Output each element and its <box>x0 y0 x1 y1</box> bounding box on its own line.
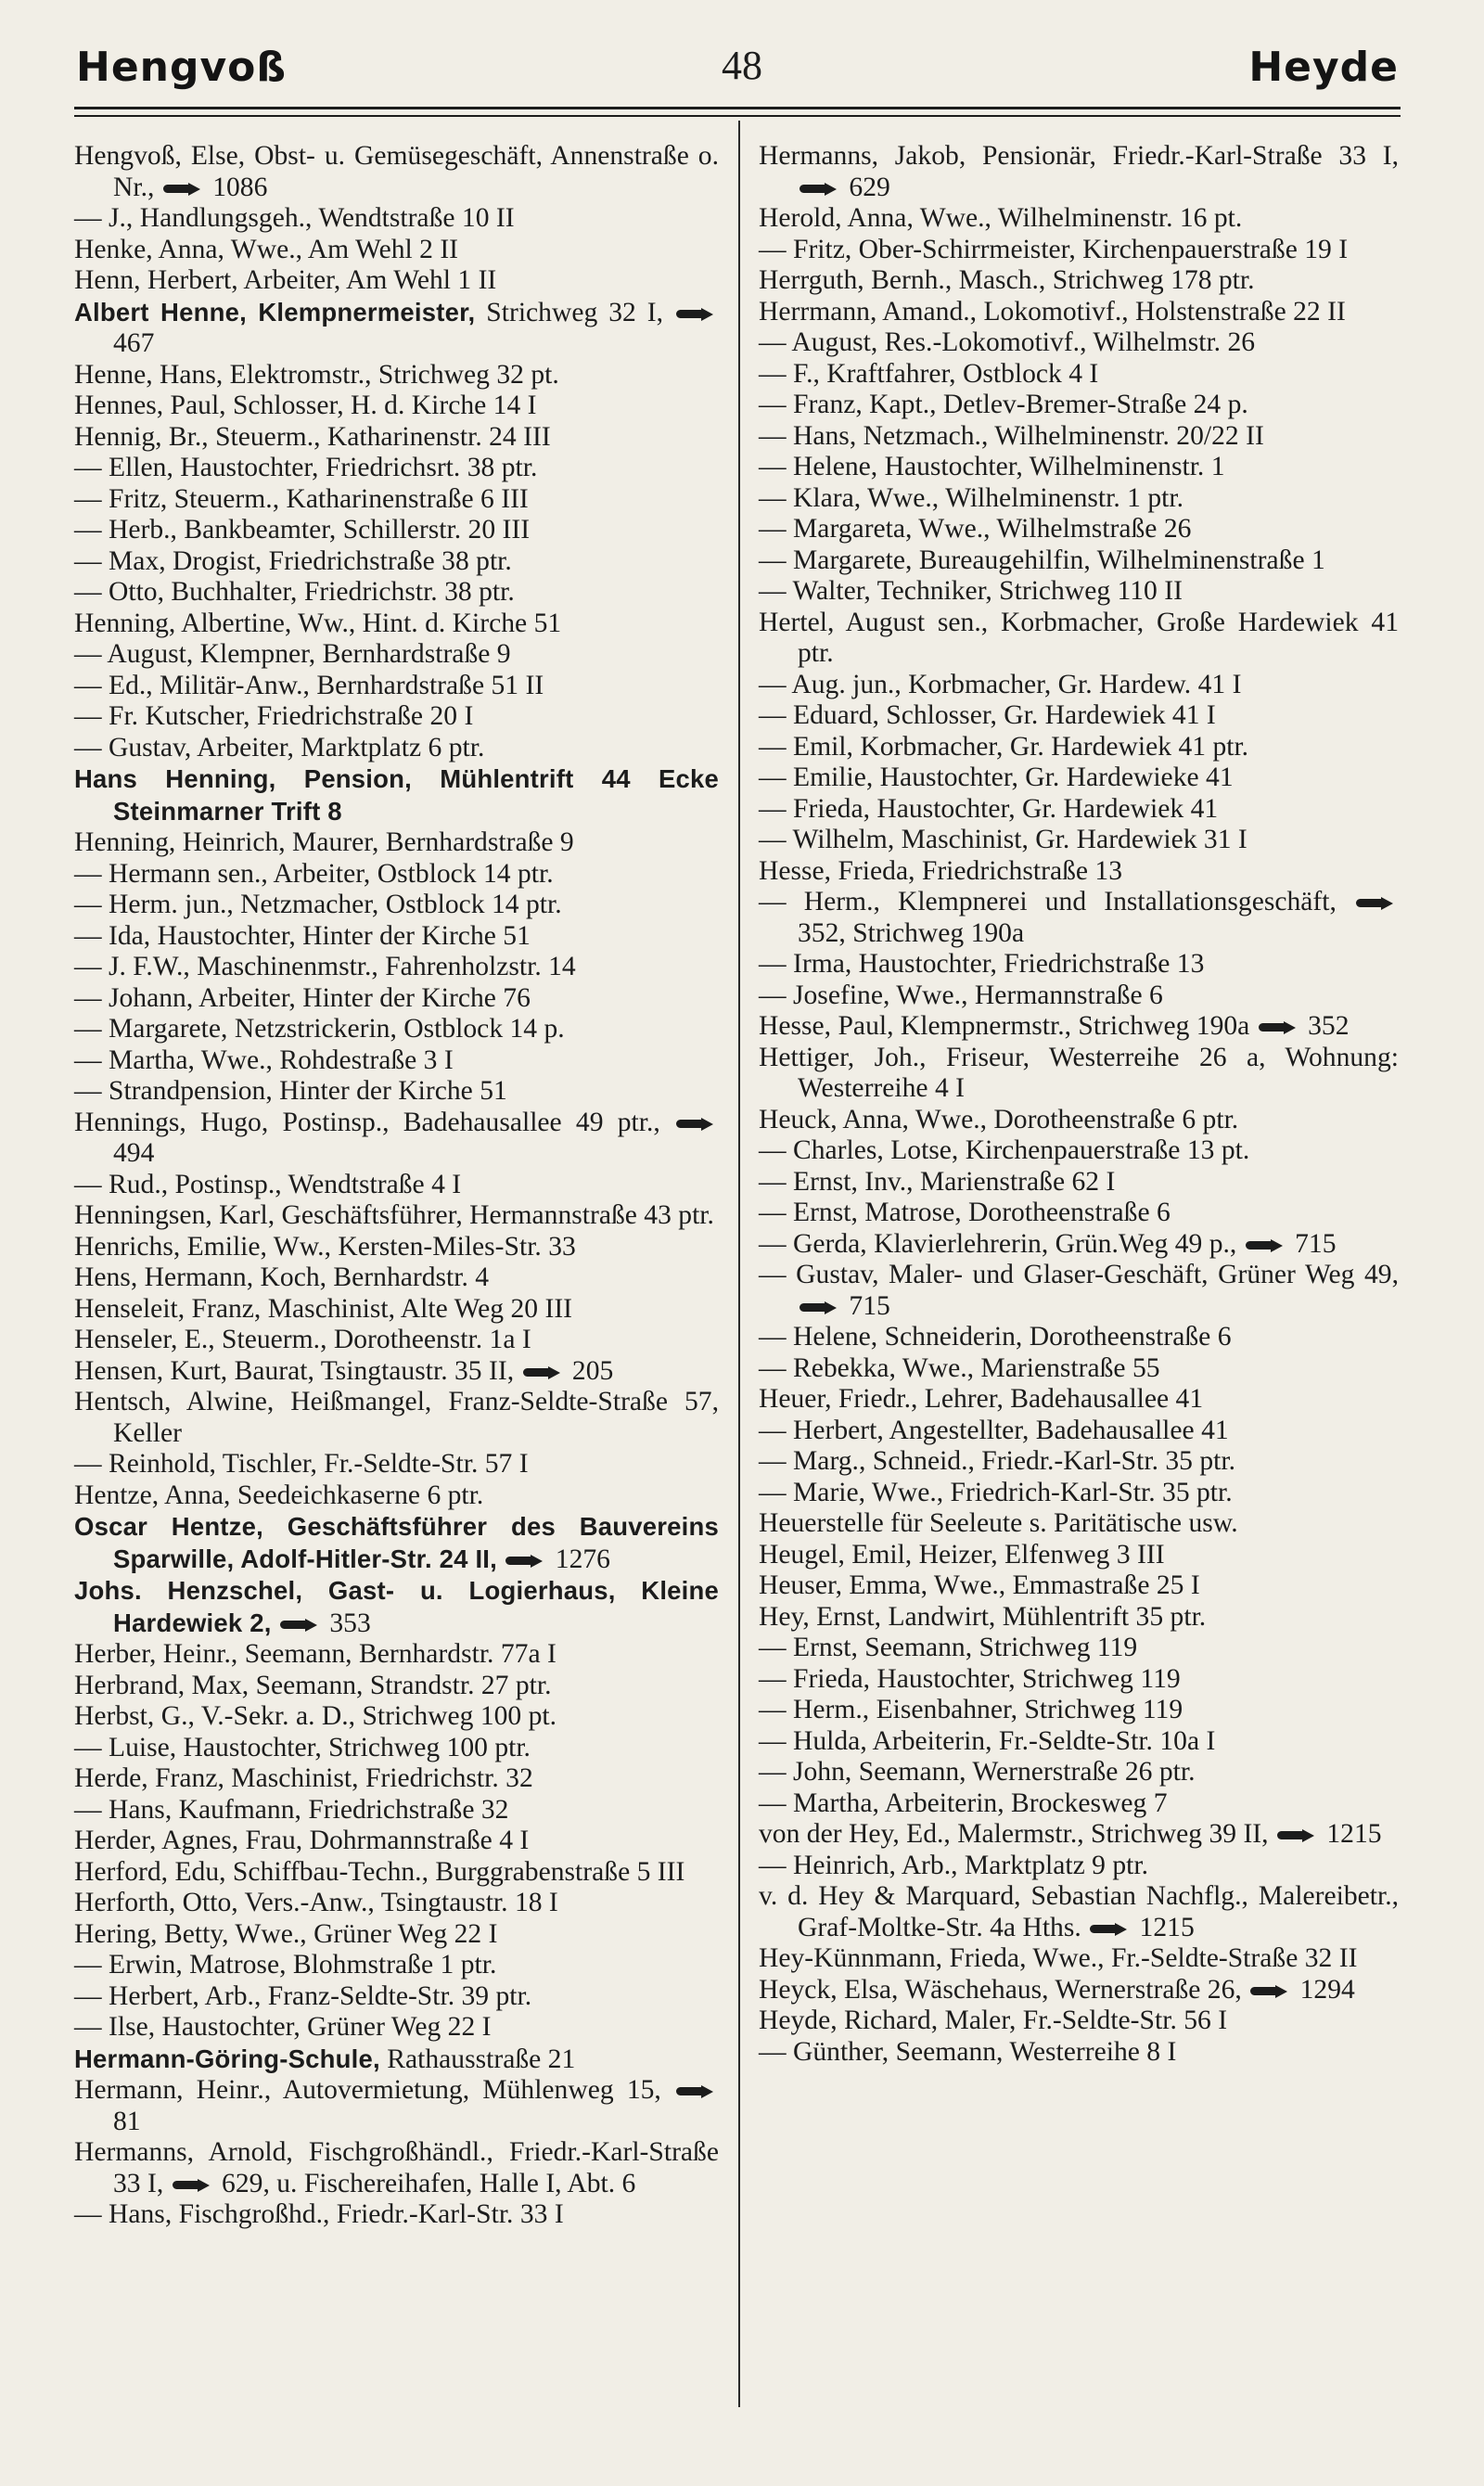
entry-text: — Herm., Eisenbahner, Strichweg 119 <box>759 1695 1183 1724</box>
entry-text: Henrichs, Emilie, Ww., Kersten-Miles-Str. 33 <box>74 1231 576 1262</box>
entry-text: — Margareta, Wwe., Wilhelmstraße 26 <box>759 514 1192 544</box>
entry-text: — Ellen, Haustochter, Friedrichsrt. 38 ptr. <box>74 453 538 482</box>
entry-text: Henseler, E., Steuerm., Dorotheenstr. 1a I <box>74 1325 531 1354</box>
entry-text: — Otto, Buchhalter, Friedrichstr. 38 ptr. <box>74 577 515 607</box>
directory-entry <box>74 1733 719 1764</box>
entry-text <box>272 1608 278 1638</box>
entry-text: 353 <box>322 1608 371 1638</box>
directory-entry <box>74 1108 719 1170</box>
directory-entry <box>74 1480 719 1512</box>
directory-entry <box>759 1695 1399 1726</box>
directory-entry <box>74 1639 719 1671</box>
directory-entry <box>759 452 1399 483</box>
directory-entry <box>759 297 1399 328</box>
entry-text: Hermann, Heinr., Autovermietung, Mühlenweg 15, <box>74 2075 674 2105</box>
entry-text: Hens, Hermann, Koch, Bernhardstr. 4 <box>74 1262 490 1292</box>
directory-entry <box>74 546 719 578</box>
directory-entry <box>74 1262 719 1294</box>
directory-entry <box>759 1664 1399 1696</box>
directory-entry <box>759 1384 1399 1416</box>
directory-entry <box>74 1950 719 1981</box>
directory-entry <box>759 1446 1399 1478</box>
directory-entry <box>759 1851 1399 1882</box>
entry-text: Heuerstelle für Seeleute s. Paritätische usw. <box>759 1508 1238 1538</box>
entry-text: — Strandpension, Hinter der Kirche 51 <box>74 1076 507 1106</box>
entry-text: 467 <box>113 328 155 358</box>
directory-entry <box>74 2199 719 2231</box>
entry-text: — Herm., Klempnerei und Installationsgeschäft, <box>759 887 1354 916</box>
directory-entry <box>74 1076 719 1108</box>
entry-text: — Herbert, Arb., Franz-Seldte-Str. 39 ptr. <box>74 1980 532 2011</box>
telephone-icon <box>280 1618 317 1631</box>
directory-entry <box>759 390 1399 421</box>
directory-entry <box>759 825 1399 856</box>
directory-entry <box>74 2137 719 2199</box>
entry-text: Heuser, Emma, Wwe., Emmastraße 25 I <box>759 1570 1200 1600</box>
directory-entry <box>759 1540 1399 1571</box>
directory-entry <box>74 952 719 983</box>
directory-entry <box>74 639 719 671</box>
directory-entry <box>759 1043 1399 1105</box>
directory-entry <box>759 1881 1399 1943</box>
directory-entry <box>74 2075 719 2137</box>
directory-entry <box>74 235 719 266</box>
entry-text: — August, Klempner, Bernhardstraße 9 <box>74 639 511 669</box>
directory-entry <box>74 1014 719 1045</box>
entry-text: — Marg., Schneid., Friedr.-Karl-Str. 35 ptr. <box>759 1446 1236 1476</box>
entry-text: Herbrand, Max, Seemann, Strandstr. 27 ptr. <box>74 1670 552 1700</box>
telephone-icon <box>505 1554 543 1567</box>
entry-text: — Hans, Fischgroßhd., Friedr.-Karl-Str. 33 I <box>74 2199 564 2229</box>
entry-text <box>497 1544 504 1574</box>
directory-entry <box>74 701 719 733</box>
entry-text: — Max, Drogist, Friedrichstraße 38 ptr. <box>74 545 512 576</box>
directory-entry <box>74 763 719 827</box>
entry-text: — Franz, Kapt., Detlev-Bremer-Straße 24 p. <box>759 390 1248 419</box>
left-column <box>74 141 719 2231</box>
entry-text: Herber, Heinr., Seemann, Bernhardstr. 77a I <box>74 1639 556 1669</box>
telephone-icon <box>800 182 837 195</box>
entry-text: — August, Res.-Lokomotivf., Wilhelmstr. 26 <box>759 327 1256 357</box>
directory-entry <box>74 422 719 454</box>
telephone-icon <box>173 2178 210 2191</box>
telephone-icon <box>1356 896 1393 909</box>
directory-entry <box>759 1508 1399 1540</box>
directory-entry <box>759 1570 1399 1602</box>
entry-text: 352 <box>1300 1011 1350 1041</box>
highlighted-entry-name: Hans Henning, Pension, Mühlentrift 44 Ecke Steinmarner Trift 8 <box>74 764 719 826</box>
directory-entry <box>74 360 719 391</box>
entry-text: Herbst, G., V.-Sekr. a. D., Strichweg 100 pt. <box>74 1701 557 1731</box>
entry-text: — Gerda, Klavierlehrerin, Grün.Weg 49 p., <box>759 1228 1244 1259</box>
entry-text: Hesse, Frieda, Friedrichstraße 13 <box>759 855 1123 886</box>
entry-text: 629, u. Fischereihafen, Halle I, Abt. 6 <box>214 2168 636 2198</box>
entry-text: — Hans, Netzmach., Wilhelminenstr. 20/22 II <box>759 420 1264 451</box>
directory-entry <box>759 545 1399 577</box>
entry-text: — Rebekka, Wwe., Marienstraße 55 <box>759 1352 1160 1383</box>
directory-entry <box>74 2012 719 2044</box>
directory-entry <box>759 1975 1399 2006</box>
header-rule-thick <box>74 107 1401 109</box>
directory-entry <box>74 1325 719 1356</box>
directory-entry <box>74 1981 719 2013</box>
entry-text: — Reinhold, Tischler, Fr.-Seldte-Str. 57 I <box>74 1449 529 1479</box>
entry-text: Heyck, Elsa, Wäschehaus, Wernerstraße 26, <box>759 1974 1249 2005</box>
directory-entry <box>759 2037 1399 2069</box>
entry-text: — Johann, Arbeiter, Hinter der Kirche 76 <box>74 982 531 1013</box>
directory-entry <box>759 514 1399 545</box>
entry-text: Hermanns, Jakob, Pensionär, Friedr.-Karl-Straße 33 I, <box>759 141 1399 171</box>
directory-entry <box>74 983 719 1015</box>
directory-entry <box>74 859 719 891</box>
directory-entry <box>759 421 1399 453</box>
entry-text: — Emilie, Haustochter, Gr. Hardewieke 41 <box>759 762 1234 792</box>
entry-text: Herold, Anna, Wwe., Wilhelminenstr. 16 pt. <box>759 203 1243 233</box>
entry-text: 1215 <box>1319 1819 1382 1849</box>
directory-entry <box>759 1229 1399 1261</box>
entry-text: Hengvoß, Else, Obst- u. Gemüsegeschäft, Annenstraße o. Nr., <box>74 141 719 202</box>
directory-entry <box>74 890 719 921</box>
entry-text: — Emil, Korbmacher, Gr. Hardewiek 41 ptr. <box>759 731 1249 762</box>
header-first-entry: Hengvoß <box>76 44 288 91</box>
directory-entry <box>759 700 1399 732</box>
entry-text: — Frieda, Haustochter, Strichweg 119 <box>759 1663 1181 1694</box>
entry-text: Henke, Anna, Wwe., Am Wehl 2 II <box>74 234 459 264</box>
entry-text: — Fritz, Steuerm., Katharinenstraße 6 III <box>74 483 529 514</box>
directory-entry <box>759 235 1399 266</box>
entry-text: — Ida, Haustochter, Hinter der Kirche 51 <box>74 920 531 951</box>
directory-entry <box>74 1294 719 1326</box>
entry-text: Henne, Hans, Elektromstr., Strichweg 32 pt. <box>74 359 559 390</box>
directory-entry <box>759 1788 1399 1820</box>
entry-text: 1294 <box>1293 1974 1355 2005</box>
entry-text: — Fritz, Ober-Schirrmeister, Kirchenpauerstraße 19 I <box>759 234 1349 264</box>
entry-text: 715 <box>1287 1228 1337 1259</box>
entry-text: Heuer, Friedr., Lehrer, Badehausallee 41 <box>759 1384 1204 1414</box>
directory-entry <box>759 1819 1399 1851</box>
directory-entry <box>759 1633 1399 1664</box>
directory-entry <box>759 1416 1399 1447</box>
entry-text: — John, Seemann, Wernerstraße 26 ptr. <box>759 1757 1196 1787</box>
entry-text: Henning, Heinrich, Maurer, Bernhardstraße 9 <box>74 827 574 857</box>
directory-entry <box>759 762 1399 794</box>
entry-text: Hennings, Hugo, Postinsp., Badehausallee 49 ptr., <box>74 1107 674 1137</box>
entry-text: — Herm. jun., Netzmacher, Ostblock 14 ptr. <box>74 890 562 919</box>
entry-text: Hennes, Paul, Schlosser, H. d. Kirche 14 I <box>74 391 537 420</box>
directory-entry <box>759 732 1399 763</box>
directory-entry <box>759 1135 1399 1167</box>
entry-text: — Gustav, Arbeiter, Marktplatz 6 ptr. <box>74 732 485 762</box>
telephone-icon <box>676 1117 713 1130</box>
directory-entry <box>74 577 719 609</box>
entry-text: Hensen, Kurt, Baurat, Tsingtaustr. 35 II, <box>74 1355 521 1386</box>
entry-text: — Erwin, Matrose, Blohmstraße 1 ptr. <box>74 1950 497 1980</box>
telephone-icon <box>163 182 200 195</box>
directory-entry <box>74 1387 719 1449</box>
telephone-icon <box>676 307 713 320</box>
entry-text: Rathausstraße 21 <box>379 2044 576 2074</box>
entry-text: v. d. Hey & Marquard, Sebastian Nachflg., Malereibetr., Graf-Moltke-Str. 4a Hths. <box>759 1881 1399 1942</box>
entry-text: — Ed., Militär-Anw., Bernhardstraße 51 II <box>74 670 544 700</box>
entry-text: Hesse, Paul, Klempnermstr., Strichweg 190a <box>759 1011 1257 1041</box>
entry-text: — Heinrich, Arb., Marktplatz 9 ptr. <box>759 1850 1148 1880</box>
directory-entry <box>74 1888 719 1919</box>
entry-text: — Hans, Kaufmann, Friedrichstraße 32 <box>74 1794 509 1825</box>
entry-text: Herrguth, Bernh., Masch., Strichweg 178 ptr. <box>759 265 1255 295</box>
entry-text: Henningsen, Karl, Geschäftsführer, Hermannstraße 43 ptr. <box>74 1200 714 1230</box>
directory-entry <box>759 1602 1399 1634</box>
entry-text: Heuck, Anna, Wwe., Dorotheenstraße 6 ptr. <box>759 1104 1239 1134</box>
highlighted-entry-name: Albert Henne, Klempnermeister, <box>74 297 476 327</box>
highlighted-entry-name: Johs. Henzschel, Gast- u. Logierhaus, Kleine Hardewiek 2, <box>74 1576 719 1637</box>
directory-entry <box>759 1353 1399 1385</box>
entry-text: — Martha, Arbeiterin, Brockesweg 7 <box>759 1788 1168 1818</box>
entry-text: — Herbert, Angestellter, Badehausallee 41 <box>759 1415 1229 1445</box>
entry-text: Herrmann, Amand., Lokomotivf., Holstenstraße 22 II <box>759 296 1346 327</box>
entry-text: Heugel, Emil, Heizer, Elfenweg 3 III <box>759 1539 1165 1570</box>
directory-entry <box>74 1826 719 1857</box>
entry-text: — Ernst, Seemann, Strichweg 119 <box>759 1633 1138 1662</box>
directory-entry <box>74 1449 719 1480</box>
entry-text: — Luise, Haustochter, Strichweg 100 ptr. <box>74 1732 531 1762</box>
directory-entry <box>74 1200 719 1232</box>
entry-text: — Josefine, Wwe., Hermannstraße 6 <box>759 980 1163 1010</box>
directory-entry <box>74 515 719 546</box>
telephone-icon <box>800 1301 837 1313</box>
directory-entry <box>74 1919 719 1951</box>
entry-text: — Hermann sen., Arbeiter, Ostblock 14 ptr. <box>74 858 554 889</box>
directory-entry <box>74 1045 719 1077</box>
entry-text: — Klara, Wwe., Wilhelminenstr. 1 ptr. <box>759 482 1183 513</box>
entry-text: — Eduard, Schlosser, Gr. Hardewiek 41 I <box>759 700 1216 730</box>
directory-entry <box>759 949 1399 980</box>
entry-text: — Margarete, Netzstrickerin, Ostblock 14 p. <box>74 1014 565 1044</box>
directory-entry <box>759 576 1399 608</box>
entry-text: 629 <box>842 172 890 202</box>
telephone-icon <box>1090 1922 1127 1935</box>
entry-text: — Gustav, Maler- und Glaser-Geschäft, Grüner Weg 49, <box>759 1260 1399 1289</box>
directory-entry <box>74 1356 719 1388</box>
entry-text: Hertel, August sen., Korbmacher, Große Hardewiek 41 ptr. <box>759 607 1399 668</box>
entry-text: — Helene, Schneiderin, Dorotheenstraße 6 <box>759 1322 1232 1352</box>
entry-text: Hermanns, Arnold, Fischgroßhändl., Friedr.-Karl-Straße 33 I, <box>74 2137 719 2198</box>
entry-text: — Rud., Postinsp., Wendtstraße 4 I <box>74 1169 462 1199</box>
telephone-icon <box>676 2084 713 2097</box>
telephone-icon <box>1250 1984 1287 1997</box>
entry-text: — F., Kraftfahrer, Ostblock 4 I <box>759 358 1099 389</box>
directory-entry <box>759 1105 1399 1136</box>
entry-text: Hey-Künnmann, Frieda, Wwe., Fr.-Seldte-Straße 32 II <box>759 1943 1358 1973</box>
entry-text: — Herb., Bankbeamter, Schillerstr. 20 III <box>74 515 531 545</box>
directory-entry <box>74 1170 719 1201</box>
directory-entry <box>74 1857 719 1889</box>
highlighted-entry-name: Oscar Hentze, Geschäftsführer des Bauvereins Sparwille, Adolf-Hitler-Str. 24 II, <box>74 1512 719 1573</box>
entry-text: 205 <box>565 1355 614 1386</box>
directory-entry <box>759 980 1399 1012</box>
entry-text: Herforth, Otto, Vers.-Anw., Tsingtaustr. 18 I <box>74 1888 558 1917</box>
directory-entry <box>74 391 719 422</box>
entry-text: Herde, Franz, Maschinist, Friedrichstr. 32 <box>74 1763 533 1793</box>
entry-text: Hentze, Anna, Seedeichkaserne 6 ptr. <box>74 1480 484 1510</box>
entry-text: Herder, Agnes, Frau, Dohrmannstraße 4 I <box>74 1826 530 1855</box>
directory-entry <box>759 794 1399 826</box>
directory-entry <box>759 1478 1399 1509</box>
highlighted-entry-name: Hermann-Göring-Schule, <box>74 2044 380 2073</box>
directory-entry <box>74 203 719 235</box>
directory-entry <box>759 265 1399 297</box>
directory-entry <box>759 1943 1399 1975</box>
entry-text: Hennig, Br., Steuerm., Katharinenstr. 24 III <box>74 421 551 452</box>
directory-entry <box>759 203 1399 235</box>
directory-entry <box>759 1757 1399 1788</box>
directory-entry <box>759 1011 1399 1043</box>
entry-text: 494 <box>113 1138 155 1168</box>
entry-text: — Wilhelm, Maschinist, Gr. Hardewiek 31 I <box>759 825 1247 854</box>
entry-text: Hering, Betty, Wwe., Grüner Weg 22 I <box>74 1918 498 1949</box>
directory-entry <box>74 921 719 953</box>
directory-entry <box>74 1232 719 1263</box>
directory-entry <box>74 1701 719 1733</box>
directory-entry <box>74 827 719 859</box>
directory-entry <box>759 359 1399 391</box>
entry-text: Hettiger, Joh., Friseur, Westerreihe 26 a, Wohnung: Westerreihe 4 I <box>759 1042 1399 1103</box>
entry-text: 1086 <box>205 172 268 202</box>
header-last-entry: Heyde <box>1248 44 1399 91</box>
telephone-icon <box>1277 1828 1314 1841</box>
entry-text: Henning, Albertine, Ww., Hint. d. Kirche 51 <box>74 608 562 638</box>
telephone-icon <box>1246 1238 1283 1251</box>
directory-entry <box>74 2044 719 2076</box>
directory-entry <box>759 1198 1399 1229</box>
entry-text: Hey, Ernst, Landwirt, Mühlentrift 35 ptr. <box>759 1601 1207 1632</box>
directory-entry <box>74 1511 719 1575</box>
entry-text: — J. F.W., Maschinenmstr., Fahrenholzstr. 14 <box>74 952 576 981</box>
directory-entry <box>759 483 1399 515</box>
entry-text: 81 <box>113 2106 141 2136</box>
header-rule-thin <box>74 115 1401 117</box>
directory-entry <box>759 2005 1399 2037</box>
telephone-icon <box>1259 1020 1296 1033</box>
page-number: 48 <box>722 43 762 88</box>
directory-entry <box>74 484 719 516</box>
entry-text: — Martha, Wwe., Rohdestraße 3 I <box>74 1044 454 1075</box>
entry-text: Hentsch, Alwine, Heißmangel, Franz-Seldte-Straße 57, Keller <box>74 1387 719 1448</box>
entry-text: 1276 <box>548 1544 610 1574</box>
entry-text: — Marie, Wwe., Friedrich-Karl-Str. 35 ptr. <box>759 1477 1233 1507</box>
entry-text: — Aug. jun., Korbmacher, Gr. Hardew. 41 I <box>759 669 1242 699</box>
directory-entry <box>74 671 719 702</box>
directory-entry <box>74 1795 719 1826</box>
directory-entry <box>759 887 1399 949</box>
entry-text: von der Hey, Ed., Malermstr., Strichweg 39 II, <box>759 1819 1275 1849</box>
directory-entry <box>74 453 719 484</box>
directory-entry <box>759 1260 1399 1322</box>
directory-entry <box>74 609 719 640</box>
directory-entry <box>759 1726 1399 1758</box>
entry-text: — J., Handlungsgeh., Wendtstraße 10 II <box>74 203 515 233</box>
entry-text: — Helene, Haustochter, Wilhelminenstr. 1 <box>759 452 1225 481</box>
telephone-icon <box>523 1365 560 1378</box>
entry-text: — Günther, Seemann, Westerreihe 8 I <box>759 2036 1177 2067</box>
entry-text: — Margarete, Bureaugehilfin, Wilhelminenstraße 1 <box>759 545 1325 575</box>
directory-entry <box>759 670 1399 701</box>
entry-text: — Ernst, Inv., Marienstraße 62 I <box>759 1166 1116 1197</box>
entry-text: 1215 <box>1132 1912 1195 1942</box>
directory-entry <box>74 733 719 764</box>
right-column <box>759 141 1399 2068</box>
directory-entry <box>74 1763 719 1795</box>
entry-text: 715 <box>842 1290 890 1321</box>
entry-text: 352, Strichweg 190a <box>798 917 1025 948</box>
entry-text: — Walter, Techniker, Strichweg 110 II <box>759 576 1183 606</box>
entry-text: — Ernst, Matrose, Dorotheenstraße 6 <box>759 1198 1171 1227</box>
entry-text: Strichweg 32 I, <box>475 297 674 327</box>
entry-text: Herford, Edu, Schiffbau-Techn., Burggrabenstraße 5 III <box>74 1856 685 1887</box>
directory-entry <box>759 1322 1399 1353</box>
directory-entry <box>759 327 1399 359</box>
directory-entry <box>74 297 719 360</box>
directory-entry <box>74 265 719 297</box>
entry-text: — Irma, Haustochter, Friedrichstraße 13 <box>759 949 1205 979</box>
directory-entry <box>74 1575 719 1639</box>
entry-text: — Hulda, Arbeiterin, Fr.-Seldte-Str. 10a I <box>759 1725 1216 1756</box>
entry-text: — Ilse, Haustochter, Grüner Weg 22 I <box>74 2012 492 2042</box>
directory-entry <box>74 141 719 203</box>
entry-text: Henn, Herbert, Arbeiter, Am Wehl 1 II <box>74 265 497 295</box>
column-divider <box>738 121 740 2407</box>
entry-text: — Frieda, Haustochter, Gr. Hardewiek 41 <box>759 793 1219 824</box>
entry-text: Heyde, Richard, Maler, Fr.-Seldte-Str. 56 I <box>759 2005 1228 2035</box>
directory-entry <box>759 141 1399 203</box>
directory-entry <box>759 856 1399 888</box>
entry-text: — Fr. Kutscher, Friedrichstraße 20 I <box>74 701 474 731</box>
directory-entry <box>759 608 1399 670</box>
entry-text: — Charles, Lotse, Kirchenpauerstraße 13 pt. <box>759 1135 1250 1165</box>
directory-entry <box>74 1671 719 1702</box>
directory-entry <box>759 1167 1399 1198</box>
entry-text: Henseleit, Franz, Maschinist, Alte Weg 20 III <box>74 1293 573 1324</box>
